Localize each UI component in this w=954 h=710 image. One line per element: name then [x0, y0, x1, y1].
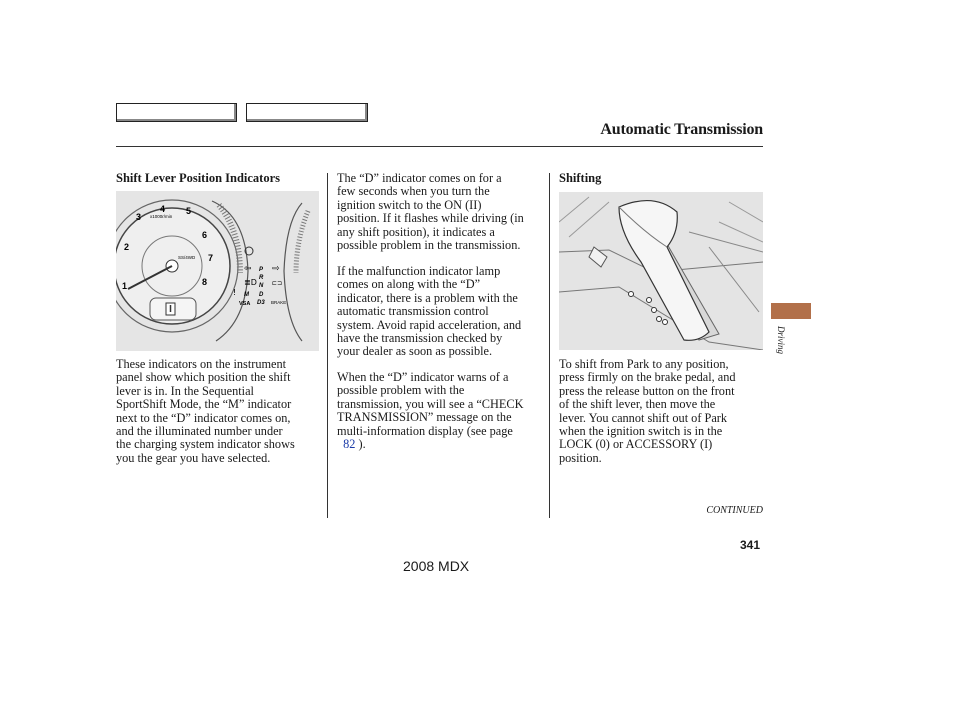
svg-text:≣D: ≣D	[244, 278, 257, 287]
svg-text:⇨: ⇨	[272, 264, 280, 274]
section-label: Driving	[776, 326, 786, 354]
page-title: Automatic Transmission	[600, 121, 763, 138]
gear-indicator-d3: D3	[257, 300, 265, 306]
indicators-paragraph: These indicators on the instrument panel show which position the shift lever is in. In the Sequential SportShift Mode, the “M” indicator next to the “D” indicator comes on, and the illuminated number under the charging system indicator shows you the gear you have selected.	[116, 357, 295, 465]
gear-indicator-r: R	[259, 275, 264, 281]
svg-text:!: !	[233, 288, 237, 297]
speedo-number-1: 1	[122, 281, 128, 291]
speedo-number-6: 6	[202, 230, 208, 240]
shift-lever-figure	[559, 192, 763, 350]
column-divider-2	[549, 173, 550, 518]
continued-label: CONTINUED	[706, 505, 763, 516]
speedo-number-3: 3	[136, 212, 142, 222]
gear-indicator-n: N	[259, 283, 264, 289]
speedo-number-8: 8	[202, 277, 208, 287]
gear-indicator-m: M	[244, 292, 249, 298]
svg-text:⊏⊐: ⊏⊐	[272, 280, 283, 287]
vsa-indicator: VSA	[239, 301, 251, 307]
instrument-cluster-figure	[116, 191, 319, 351]
model-footer: 2008 MDX	[403, 558, 470, 574]
shift-indicators-heading: Shift Lever Position Indicators	[116, 171, 281, 185]
speedo-number-4: 4	[160, 204, 166, 214]
speedo-number-5: 5	[186, 206, 192, 216]
section-tab	[771, 303, 811, 319]
nav-button-2[interactable]	[246, 103, 368, 122]
gear-indicator-d: D	[259, 292, 264, 298]
brake-indicator: BRAKE	[271, 300, 287, 305]
page-number: 341	[740, 538, 761, 552]
ss-4wd-label: SS/4WD	[178, 255, 196, 260]
gear-indicator-p: P	[259, 267, 264, 273]
title-divider	[116, 146, 763, 147]
page-82-link[interactable]: 82	[343, 437, 356, 452]
shifting-paragraph: To shift from Park to any position, press firmly on the brake pedal, and press the release button on the front of the shift lever, then move the lever. You cannot shift out of Park when the ignition switch is in the LOCK (0) or ACCESSORY (I) position.	[559, 357, 736, 465]
speedo-scale: x1000r/min	[150, 214, 173, 219]
malfunction-paragraph: If the malfunction indicator lamp comes on along with the “D” indicator, there is a problem with the automatic transmission control system. Avoid rapid acceleration, and have the transmission checked by your dealer as soon as possible.	[337, 264, 522, 359]
d-indicator-paragraph: The “D” indicator comes on for a few seconds when you turn the ignition switch to the ON (II) position. If it flashes while driving (in any shift position), it indicates a possible problem in the transmission.	[337, 171, 524, 253]
speedo-number-7: 7	[208, 253, 214, 263]
speedo-number-2: 2	[124, 242, 130, 252]
shifting-heading: Shifting	[559, 171, 602, 185]
column-divider-1	[327, 173, 328, 518]
svg-text:⇦: ⇦	[244, 264, 252, 274]
nav-button-1[interactable]	[116, 103, 237, 122]
check-transmission-paragraph: When the “D” indicator warns of a possible problem with the transmission, you will see a “CHECK TRANSMISSION” message on the multi-information display (see page 82 ).	[337, 370, 524, 452]
